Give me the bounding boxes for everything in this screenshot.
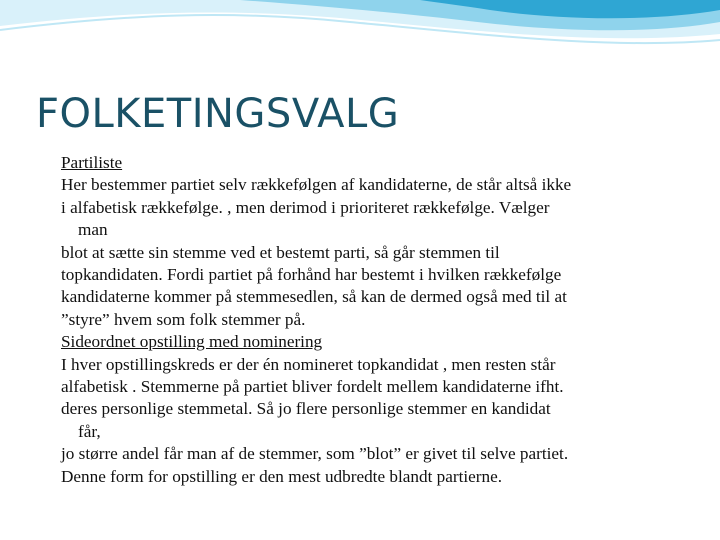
body-line: Denne form for opstilling er den mest udbredte blandt partierne.	[61, 466, 503, 486]
body-line: deres personlige stemmetal. Så jo flere personlige stemmer en kandidat	[61, 399, 551, 419]
body-line-wrapped: får,	[78, 421, 101, 441]
body-line: jo større andel får man af de stemmer, som ”blot” er givet til selve partiet.	[61, 444, 569, 464]
body-line: I hver opstillingskreds er der én nomineret topkandidat , men resten står	[61, 354, 556, 374]
body-line: topkandidaten. Fordi partiet på forhånd har bestemt i hvilken rækkefølge	[61, 265, 562, 285]
body-line: blot at sætte sin stemme ved et bestemt parti, så går stemmen til	[61, 242, 500, 262]
body-line: ”styre” hvem som folk stemmer på.	[61, 309, 306, 329]
body-line: alfabetisk . Stemmerne på partiet bliver fordelt mellem kandidaterne ifht.	[61, 377, 564, 397]
heading-sideordnet-opstilling: Sideordnet opstilling med nominering	[61, 332, 323, 352]
body-line-wrapped: man	[78, 220, 108, 240]
heading-partiliste: Partiliste	[61, 153, 123, 172]
slide-title: FOLKETINGSVALG	[36, 91, 400, 137]
body-line: i alfabetisk rækkefølge. , men derimod i prioriteret rækkefølge. Vælger	[61, 197, 550, 217]
body-line: Her bestemmer partiet selv rækkefølgen af kandidaterne, de står altså ikke	[61, 175, 572, 195]
header-wave-decoration	[0, 0, 720, 80]
body-line: kandidaterne kommer på stemmesedlen, så kan de dermed også med til at	[61, 287, 567, 307]
slide-body	[61, 152, 691, 488]
